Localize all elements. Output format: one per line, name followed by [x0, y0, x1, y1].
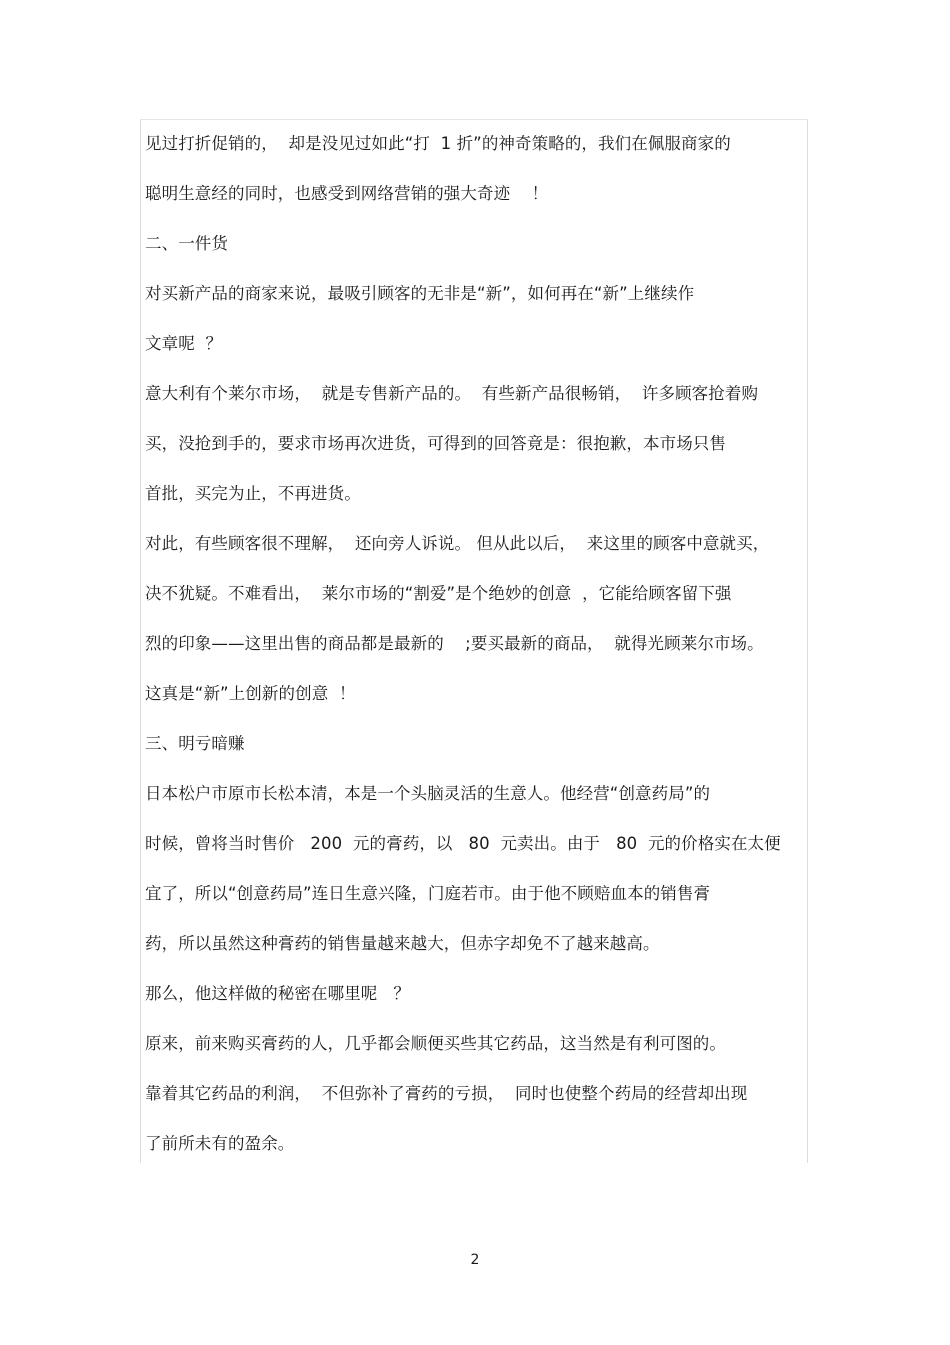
- section-heading: 三、明亏暗赚: [145, 734, 245, 753]
- text-line: 意大利有个莱尔市场， 就是专售新产品的。 有些新产品很畅销， 许多顾客抢着购: [145, 384, 759, 403]
- text-line: 见过打折促销的， 却是没见过如此“打 1 折”的神奇策略的，我们在佩服商家的: [145, 134, 731, 153]
- text-line: 日本松户市原市长松本清，本是一个头脑灵活的生意人。他经营“创意药局”的: [145, 784, 711, 803]
- text-line: 决不犹疑。不难看出， 莱尔市场的“割爱”是个绝妙的创意 ，它能给顾客留下强: [145, 584, 732, 603]
- text-line: 药，所以虽然这种膏药的销售量越来越大，但赤字却免不了越来越高。: [145, 934, 660, 953]
- text-line: 时候，曾将当时售价 200 元的膏药，以 80 元卖出。由于 80 元的价格实在太便: [145, 834, 781, 853]
- text-line: 了前所未有的盈余。: [145, 1134, 295, 1153]
- text-line: 文章呢 ？: [145, 334, 223, 353]
- section-heading: 二、一件货: [145, 234, 228, 253]
- text-line: 对此，有些顾客很不理解， 还向旁人诉说。 但从此以后， 来这里的顾客中意就买，: [145, 534, 770, 553]
- text-line: 原来，前来购买膏药的人，几乎都会顺便买些其它药品，这当然是有利可图的。: [145, 1034, 726, 1053]
- text-line: 买，没抢到手的，要求市场再次进货，可得到的回答竟是：很抱歉，本市场只售: [145, 434, 726, 453]
- text-line: 宜了，所以“创意药局”连日生意兴隆，门庭若市。由于他不顾赔血本的销售膏: [145, 884, 711, 903]
- text-line: 聪明生意经的同时，也感受到网络营销的强大奇迹 ！: [145, 184, 549, 203]
- text-line: 这真是“新”上创新的创意 ！: [145, 684, 356, 703]
- text-line: 那么，他这样做的秘密在哪里呢 ？: [145, 984, 411, 1003]
- text-line: 首批，买完为止，不再进货。: [145, 484, 361, 503]
- text-line: 烈的印象——这里出售的商品都是最新的 ;要买最新的商品， 就得光顾莱尔市场。: [145, 634, 764, 653]
- page-number: 2: [470, 1252, 480, 1268]
- text-line: 靠着其它药品的利润， 不但弥补了膏药的亏损， 同时也使整个药局的经营却出现: [145, 1084, 748, 1103]
- text-line: 对买新产品的商家来说，最吸引顾客的无非是“新”，如何再在“新”上继续作: [145, 284, 695, 303]
